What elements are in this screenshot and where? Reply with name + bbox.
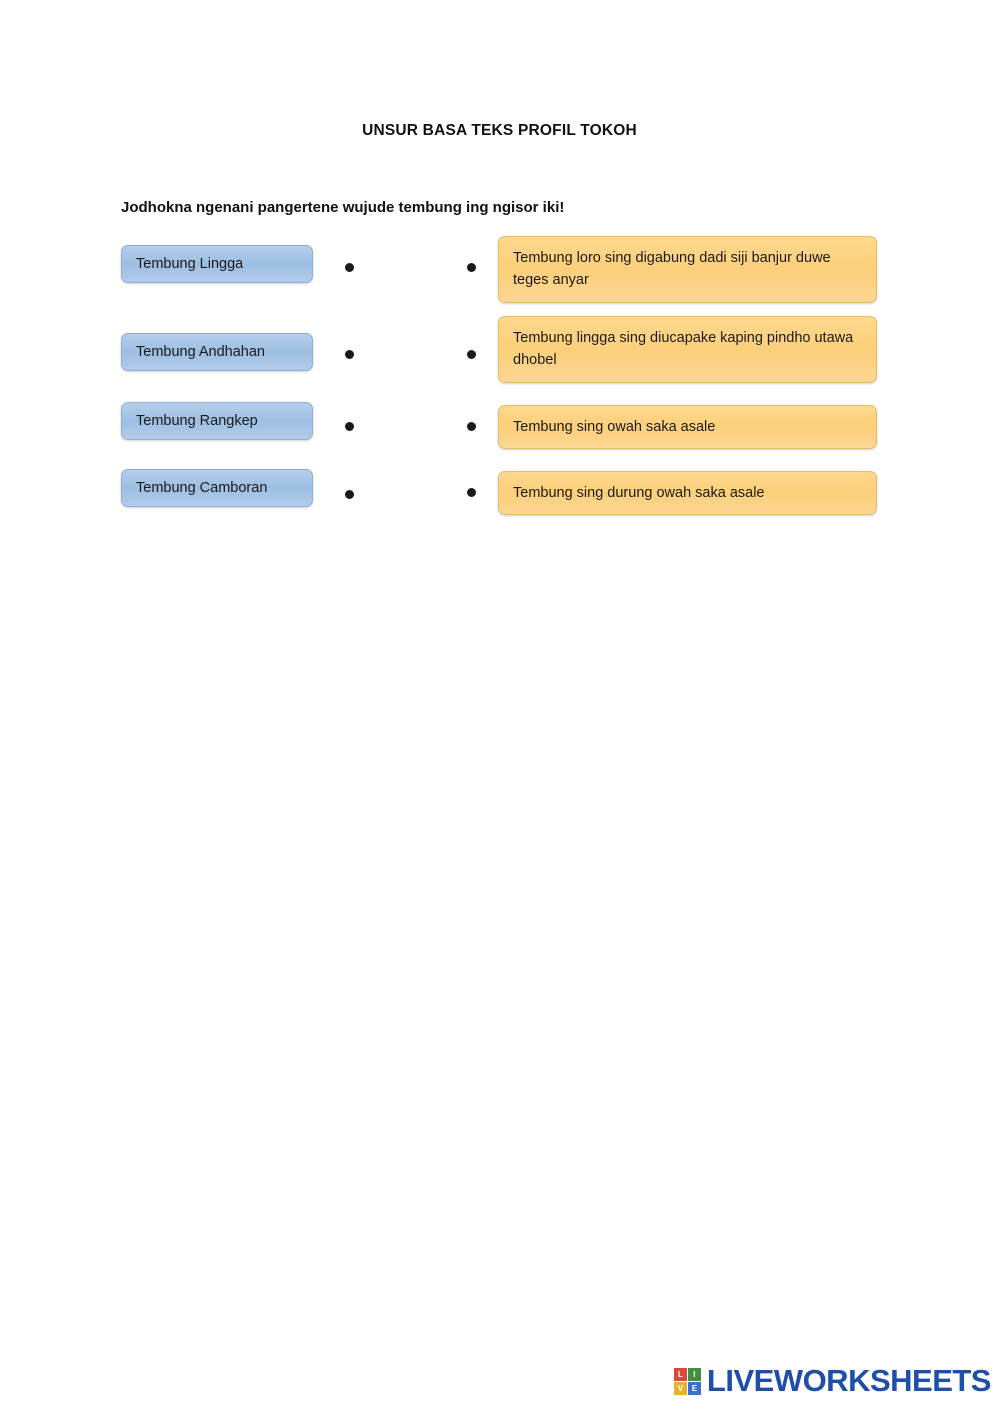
connector-dot-right-2[interactable] <box>467 350 476 359</box>
connector-dot-right-3[interactable] <box>467 422 476 431</box>
right-item-1[interactable]: Tembung loro sing digabung dadi siji banjur duwe teges anyar <box>498 236 877 303</box>
right-item-4[interactable]: Tembung sing durung owah saka asale <box>498 471 877 515</box>
connector-dot-right-1[interactable] <box>467 263 476 272</box>
left-item-1[interactable]: Tembung Lingga <box>121 245 313 283</box>
left-item-3[interactable]: Tembung Rangkep <box>121 402 313 440</box>
page-title: UNSUR BASA TEKS PROFIL TOKOH <box>362 122 637 139</box>
instruction-text: Jodhokna ngenani pangertene wujude tembung ing ngisor iki! <box>121 199 565 216</box>
connector-dot-left-2[interactable] <box>345 350 354 359</box>
connector-dot-left-3[interactable] <box>345 422 354 431</box>
right-item-3[interactable]: Tembung sing owah saka asale <box>498 405 877 449</box>
logo-letter-i: I <box>688 1368 701 1381</box>
connector-dot-right-4[interactable] <box>467 488 476 497</box>
left-item-4[interactable]: Tembung Camboran <box>121 469 313 507</box>
logo-wordmark: LIVEWORKSHEETS <box>706 1363 991 1398</box>
liveworksheets-mark-icon <box>674 1368 701 1395</box>
connector-dot-left-1[interactable] <box>345 263 354 272</box>
logo-letter-e: E <box>688 1382 701 1395</box>
liveworksheets-logo <box>674 1363 991 1399</box>
left-item-2[interactable]: Tembung Andhahan <box>121 333 313 371</box>
connector-dot-left-4[interactable] <box>345 490 354 499</box>
logo-letter-l: L <box>674 1368 687 1381</box>
right-item-2[interactable]: Tembung lingga sing diucapake kaping pindho utawa dhobel <box>498 316 877 383</box>
logo-letter-v: V <box>674 1382 687 1395</box>
